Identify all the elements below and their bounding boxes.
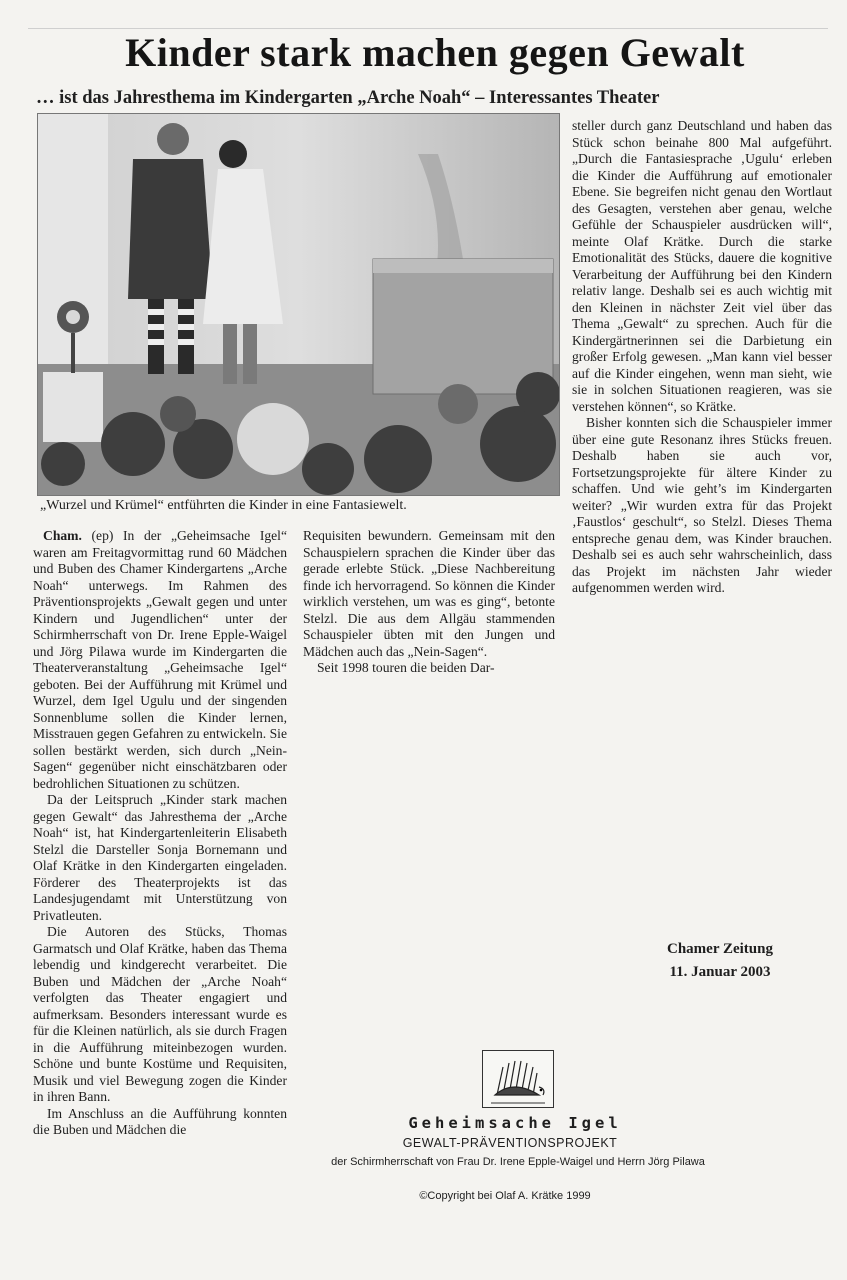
article-paragraph-continued: steller durch ganz Deutschland und haben das Stück schon beinahe 800 Mal aufgeführt. „Durch die Fantasiesprache ‚Ugulu‘ erleben die Kinder die Aufführung auf emotionaler Ebene. Sie begreifen nicht genau den Wortlaut des Gesagten, verstehen aber genau, welche Gefühle der Schauspieler ausdrücken will“, meinte Olaf Krätke. Durch die starke Emotionalität des Stücks, dauere die kognitive Verarbeitung der Aufführung bei den Kindern relativ lange. Deshalb sei es auch wichtig mit den Kleinen in nächster Zeit viel über das Thema „Gewalt“ zu sprechen. Auch für die Kindergärtnerinnen sei die Darbietung ein großer Erfolg gewesen. „Man kann viel besser auf die Kinder eingehen, wenn man sieht, wie sie in solchen Situationen reagieren, was sie verstehen können“, so Krätke. — [572, 118, 832, 414]
logo-subtitle: GEWALT-PRÄVENTIONSPROJEKT — [402, 1136, 618, 1150]
article-paragraph — [33, 528, 287, 792]
article-column-1 — [33, 528, 287, 1139]
top-rule — [28, 28, 828, 29]
source-credit — [630, 938, 810, 984]
article-paragraph: Seit 1998 touren die beiden Dar- — [317, 660, 495, 675]
publication-date: 11. Januar 2003 — [669, 964, 771, 980]
article-paragraph: Die Autoren des Stücks, Thomas Garmatsch und Olaf Krätke, haben das Thema lebendig und kindgerecht verarbeitet. Die Buben und Mädchen der „Arche Noah“ verfolgten das Theater engagiert und aufmerksam. Besonders interessant wurde es für die Kleinen natürlich, als sie durch Fragen in die Aufführung miteinbezogen wurden. Schöne und bunte Kostüme und Requisiten, Musik und viel Bewegung zogen die Kinder in ihren Bann. — [33, 924, 287, 1104]
dateline: Cham. — [43, 528, 82, 543]
paragraph-text: (ep) In der „Geheimsache Igel“ waren am Freitagvormittag rund 60 Mädchen und Buben des Chamer Kindergartens „Arche Noah“ unterwegs. Im Rahmen des Präventionsprojekts „Gewalt gegen und unter Kindern und Jugendlichen“ unter der Schirmherrschaft von Dr. Irene Epple-Waigel und Jörg Pilawa wurde im Kindergarten die Theaterveranstaltung „Geheimsache Igel“ geboten. Bei der Aufführung mit Krümel und Wurzel, dem Igel Ugulu und der singenden Sonnenblume sollen die Kinder lernen, Misstrauen gegen Gefahren zu entwickeln. Sie sollen bestärkt werden, sich durch „Nein-Sagen“ gegenüber nicht einschätzbaren oder bedrohlichen Situationen zu schützen. — [33, 528, 287, 791]
article-paragraph: Da der Leitspruch „Kinder stark machen gegen Gewalt“ das Jahresthema der „Arche Noah“ ist, hat Kindergartenleiterin Elisabeth Stelzl die Darsteller Sonja Bornemann und Olaf Krätke in den Kindergarten eingeladen. Förderer des Theaterprojekts ist das Landesjugendamt mit Unterstützung von Privatleuten. — [33, 792, 287, 923]
article-photo — [37, 113, 560, 496]
article-paragraph: Bisher konnten sich die Schauspieler immer über eine gute Resonanz ihres Stücks freuen. Deshalb haben sie auch vor, Fortsetzungsprojekte für ältere Kinder zu schaffen. Und wie geht’s im Kindergarten weiter? „Wir wurden extra für das Projekt ‚Faustlos‘ geschult“, so Stelzl. Dieses Thema entspreche genau dem, was Kinder brauchen. Deshalb sei es auch sehr wahrscheinlich, dass das Projekt im nächsten Jahr wieder aufgenommen werden wird. — [572, 415, 832, 595]
photo-illustration — [38, 114, 559, 495]
newspaper-name: Chamer Zeitung — [667, 941, 773, 957]
article-paragraph-continued: Requisiten bewundern. Gemeinsam mit den Schauspielern sprachen die Kinder über das gerade erlebte Stück. „Diese Nachbereitung finde ich hervorragend. So können die Kinder wirklich verstehen, um was es ging“, betonte Stelzl. Die aus dem Allgäu stammenden Schauspieler übten mit den Jungen und Mädchen auch das „Nein-Sagen“. — [303, 528, 555, 659]
article-paragraph: Im Anschluss an die Aufführung konnten die Buben und Mädchen die — [33, 1105, 287, 1137]
photo-caption: „Wurzel und Krümel“ entführten die Kinder in eine Fantasiewelt. — [40, 498, 407, 513]
article-column-3 — [572, 118, 832, 597]
headline: Kinder stark machen gegen Gewalt — [125, 30, 745, 75]
patronage-line: der Schirmherrschaft von Frau Dr. Irene Epple-Waigel und Herrn Jörg Pilawa — [331, 1156, 705, 1168]
logo-title: Geheimsache Igel — [408, 1114, 622, 1132]
hedgehog-logo-icon — [482, 1050, 554, 1108]
subheadline: … ist das Jahresthema im Kindergarten „Arche Noah“ – Interessantes Theater — [36, 88, 660, 108]
copyright-notice: ©Copyright bei Olaf A. Krätke 1999 — [419, 1190, 591, 1202]
article-column-2 — [303, 528, 555, 677]
